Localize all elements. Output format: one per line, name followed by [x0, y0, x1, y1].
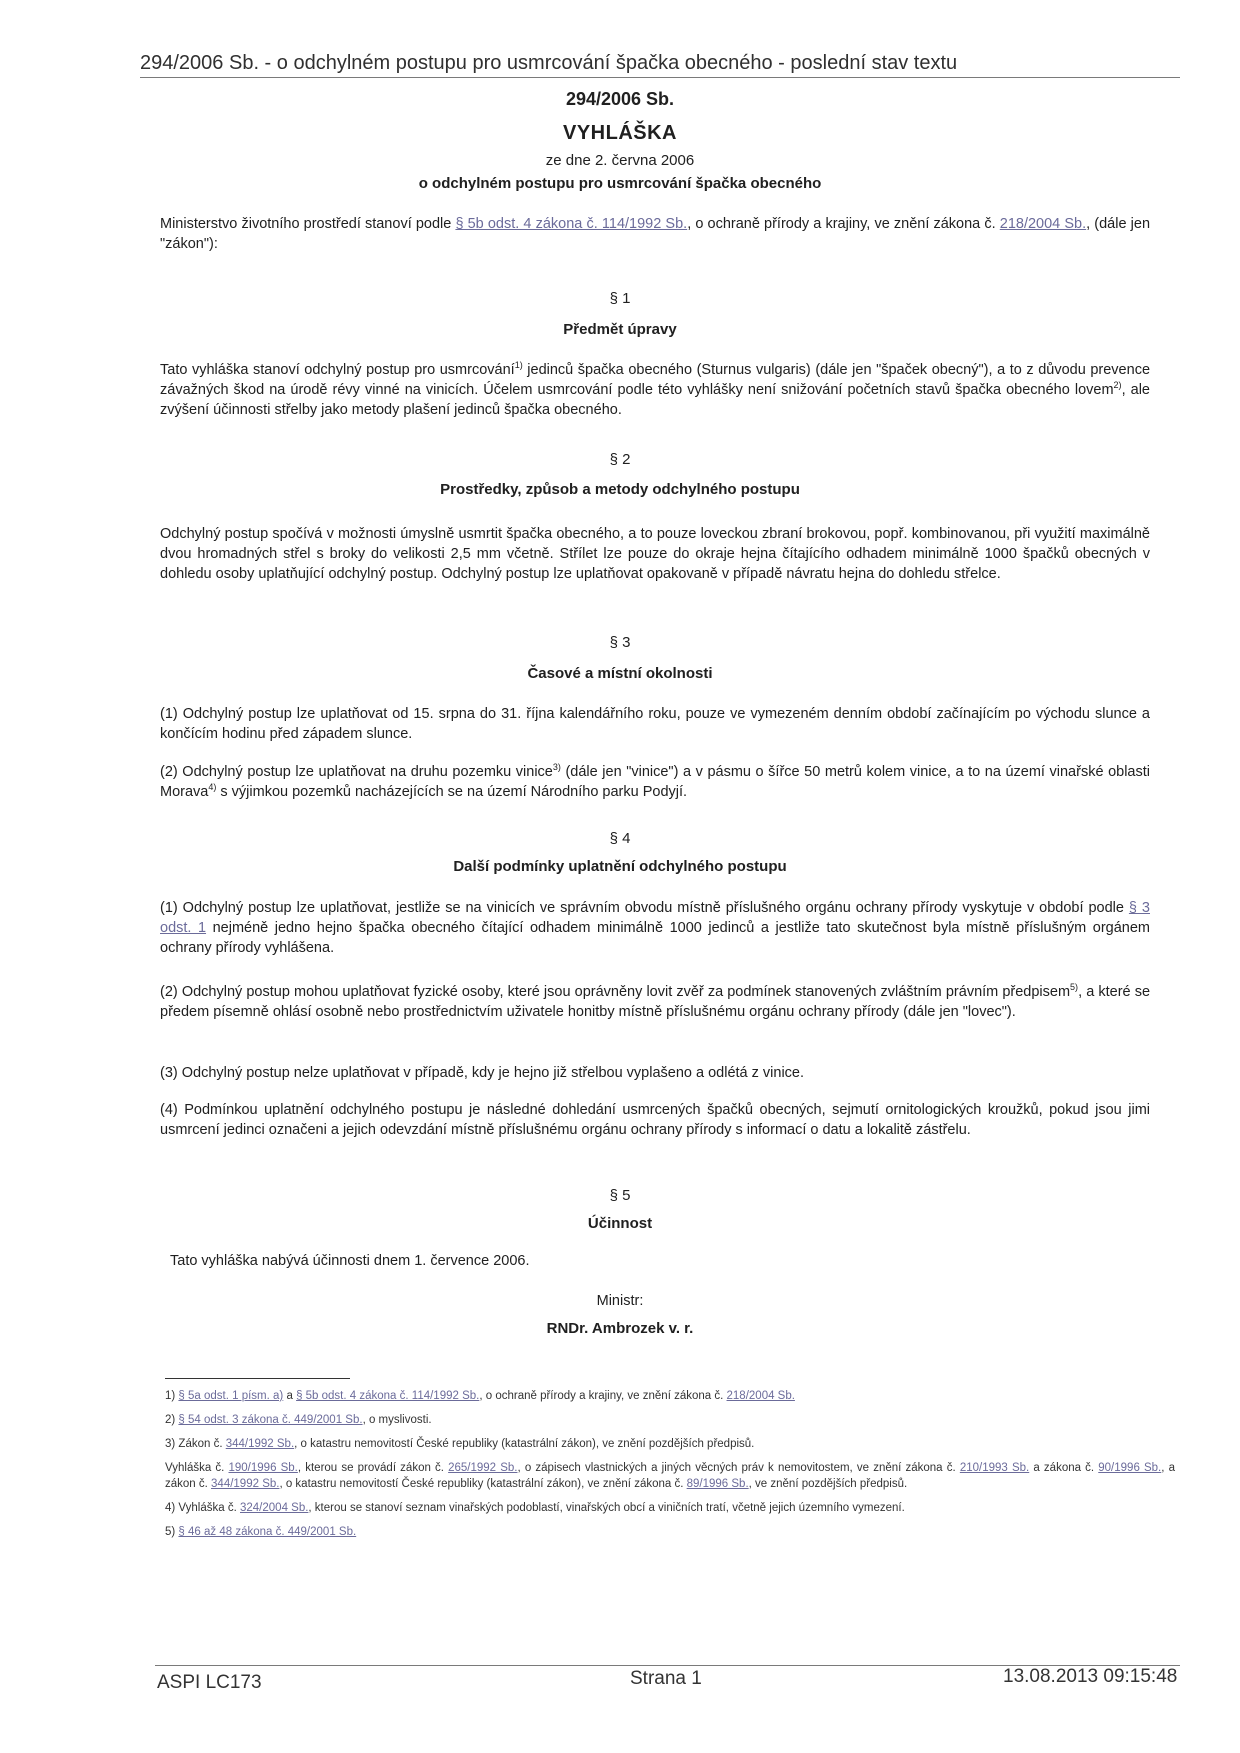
footnote-4: 4) Vyhláška č. 324/2004 Sb., kterou se stanoví seznam vinařských podoblastí, vinařských obcí a viničních tratí, včetně jejich územního vymezení.: [165, 1502, 905, 1514]
header-divider: [140, 77, 1180, 78]
footnote-3-continuation: Vyhláška č. 190/1996 Sb., kterou se provádí zákon č. 265/1992 Sb., o zápisech vlastnických a jiných věcných práv k nemovitostem, ve znění zákona č. 210/1993 Sb. a zákona č. 90/1996 Sb., a zákon č. 344/1992 Sb., o katastru nemovitostí České republiky (katastrální zákon), ve znění zákona č. 89/1996 Sb., ve znění pozdějších předpisů.: [165, 1462, 1176, 1490]
footnotes: [165, 1388, 1175, 1548]
section-3-paragraph-2: (2) Odchylný postup lze uplatňovat na druhu pozemku vinice$^{3)}$ (dále jen "vinice") a v pásmu o šířce 50 metrů kolem vinice, a to na území vinařské oblasti Morava$^{4)}$ s výjimkou pozemků nacházejících se na území Národního parku Podyjí.: [160, 762, 1150, 800]
footer-source: ASPI LC173: [157, 1672, 262, 1693]
section-2-number: § 2: [609, 451, 631, 468]
section-3-title: Časové a místní okolnosti: [527, 665, 713, 682]
print-timestamp: 13.08.2013 09:15:48: [1003, 1666, 1178, 1687]
law-link[interactable]: § 54 odst. 3 zákona č. 449/2001 Sb.: [178, 1414, 363, 1426]
law-link[interactable]: 265/1992 Sb.: [448, 1462, 518, 1474]
law-link[interactable]: § 5b odst. 4 zákona č. 114/1992 Sb.: [455, 216, 688, 232]
section-3-number: § 3: [609, 634, 631, 651]
section-3-paragraph-1: (1) Odchylný postup lze uplatňovat od 15. srpna do 31. října kalendářního roku, pouze ve vymezeném denním období začínajícím po východu slunce a končícím hodinu před západem slunce.: [160, 706, 1150, 742]
footnote-3: 3) Zákon č. 344/1992 Sb., o katastru nemovitostí České republiky (katastrální zákon), ve znění pozdějších předpisů.: [165, 1438, 755, 1450]
section-5-title: Účinnost: [587, 1215, 653, 1232]
section-5-number: § 5: [609, 1187, 631, 1204]
section-2-title: Prostředky, způsob a metody odchylného postupu: [440, 481, 800, 498]
section-4-number: § 4: [609, 830, 631, 847]
document-type: VYHLÁŠKA: [562, 122, 677, 144]
law-link[interactable]: 344/1992 Sb.: [225, 1438, 295, 1450]
section-1-number: § 1: [609, 290, 631, 307]
page-number: Strana 1: [630, 1668, 702, 1689]
section-4-paragraph-1: (1) Odchylný postup lze uplatňovat, jestliže se na vinicích ve správním obvodu místně příslušného orgánu ochrany přírody vyskytuje v období podle § 3 odst. 1 nejméně jedno hejno špačka obecného čítající odhadem minimálně 1000 jedinců a jestliže tato skutečnost byla místně příslušným orgánem ochrany přírody vyhlášena.: [160, 900, 1150, 956]
preamble: Ministerstvo životního prostředí stanoví podle § 5b odst. 4 zákona č. 114/1992 Sb., o ochraně přírody a krajiny, ve znění zákona č. 218/2004 Sb., (dále jen "zákon"):: [160, 216, 1151, 252]
page-header-title: 294/2006 Sb. - o odchylném postupu pro usmrcování špačka obecného - poslední stav textu: [140, 52, 958, 74]
signature-name: RNDr. Ambrozek v. r.: [546, 1320, 694, 1337]
section-link[interactable]: § 3 odst. 1: [160, 900, 1150, 936]
document-date: ze dne 2. června 2006: [545, 152, 695, 169]
section-4-paragraph-4: (4) Podmínkou uplatnění odchylného postupu je následné dohledání usmrcených špačků obecných, sejmutí ornitologických kroužků, pokud jsou jimi usmrcení jedinci označeni a jejich odevzdání místně příslušnému orgánu ochrany přírody s informací o datu a lokalitě zástřelu.: [160, 1102, 1150, 1138]
footnote-divider: [165, 1378, 350, 1379]
law-link[interactable]: § 5b odst. 4 zákona č. 114/1992 Sb.: [296, 1390, 480, 1402]
footnote-ref[interactable]: 3): [552, 762, 561, 773]
document-number: 294/2006 Sb.: [565, 89, 675, 109]
section-4-title: Další podmínky uplatnění odchylného postupu: [453, 858, 787, 875]
footnote-2: 2) § 54 odst. 3 zákona č. 449/2001 Sb., o myslivosti.: [165, 1414, 432, 1426]
footnote-5: 5) § 46 až 48 zákona č. 449/2001 Sb.: [165, 1526, 357, 1538]
law-link[interactable]: 89/1996 Sb.: [686, 1478, 749, 1490]
document-subject: o odchylném postupu pro usmrcování špačka obecného: [418, 175, 822, 192]
section-2-text: Odchylný postup spočívá v možnosti úmyslně usmrtit špačka obecného, a to pouze loveckou zbraní brokovou, popř. kombinovanou, při využití maximálně dvou hromadných střel s broky do velikosti 2,5 mm včetně. Střílet lze pouze do okraje hejna čítajícího odhadem minimálně 1000 špačků obecných v dohledu osoby uplatňující odchylný postup. Odchylný postup lze uplatňovat opakovaně v případě návratu hejna do dohledu střelce.: [160, 526, 1150, 582]
law-link[interactable]: 190/1996 Sb.: [228, 1462, 298, 1474]
footnote-ref[interactable]: 2): [1113, 380, 1122, 391]
law-link[interactable]: 210/1993 Sb.: [959, 1462, 1030, 1474]
footnote-1: 1) § 5a odst. 1 písm. a) a § 5b odst. 4 zákona č. 114/1992 Sb., o ochraně přírody a krajiny, ve znění zákona č. 218/2004 Sb.: [165, 1390, 795, 1402]
section-1-text: Tato vyhláška stanoví odchylný postup pro usmrcování$^{1)}$ jedinců špačka obecného (Sturnus vulgaris) (dále jen "špaček obecný"), a to z důvodu prevence závažných škod na úrodě révy vinné na vinicích. Účelem usmrcování podle této vyhlášky není snižování početních stavů špačka obecného lovem$^{2)}$, ale zvýšení účinnosti střelby jako metody plašení jedinců špačka obecného.: [160, 360, 1151, 418]
law-link[interactable]: 218/2004 Sb.: [999, 216, 1087, 232]
law-link[interactable]: 344/1992 Sb.: [211, 1478, 280, 1490]
section-5-text: Tato vyhláška nabývá účinnosti dnem 1. července 2006.: [170, 1253, 530, 1269]
section-1-title: Předmět úpravy: [563, 321, 677, 338]
footnote-ref[interactable]: 4): [208, 782, 217, 793]
footnote-ref[interactable]: 5): [1070, 982, 1079, 993]
law-link[interactable]: § 5a odst. 1 písm. a): [178, 1390, 284, 1402]
law-link[interactable]: § 46 až 48 zákona č. 449/2001 Sb.: [178, 1526, 357, 1538]
law-link[interactable]: 218/2004 Sb.: [726, 1390, 795, 1402]
footnote-ref[interactable]: 1): [514, 360, 523, 371]
section-4-paragraph-3: (3) Odchylný postup nelze uplatňovat v případě, kdy je hejno již střelbou vyplašeno a odlétá z vinice.: [160, 1065, 805, 1081]
law-link[interactable]: 324/2004 Sb.: [240, 1502, 309, 1514]
section-4-paragraph-2: (2) Odchylný postup mohou uplatňovat fyzické osoby, které jsou oprávněny lovit zvěř za podmínek stanovených zvláštním právním předpisem$^{5)}$, a které se předem písemně ohlásí osobně nebo prostřednictvím uživatele honitby místně příslušnému orgánu ochrany přírody (dále jen "lovec").: [160, 982, 1151, 1020]
law-link[interactable]: 90/1996 Sb.: [1098, 1462, 1162, 1474]
signature-label: Ministr:: [596, 1293, 644, 1309]
